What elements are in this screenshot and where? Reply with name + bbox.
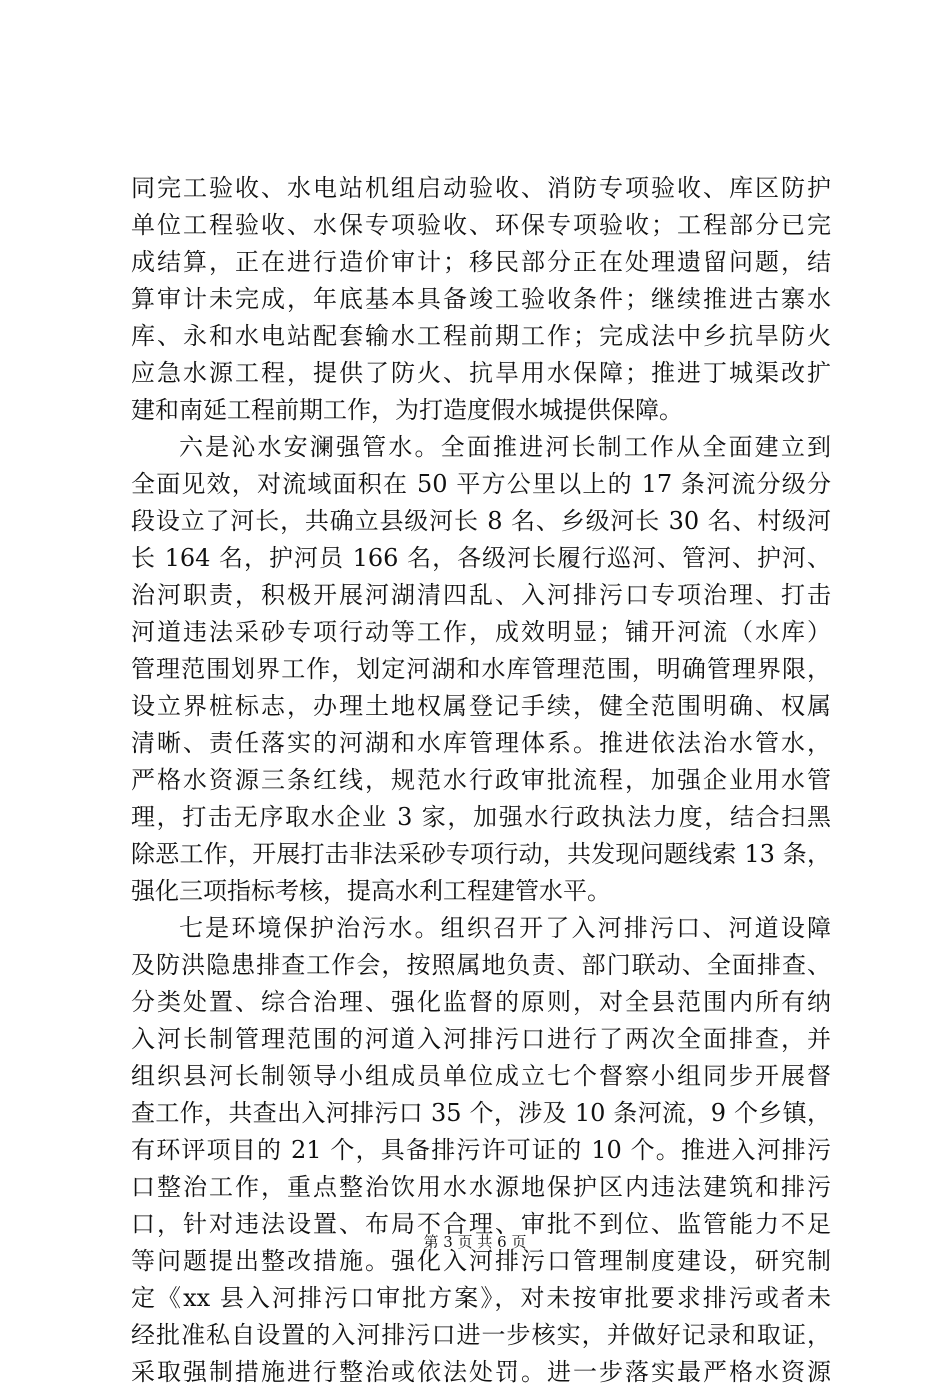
text-line: 有环评项目的 21 个，具备排污许可证的 10 个。推进入河排污 (131, 1136, 831, 1164)
text-line: 定《xx 县入河排污口审批方案》，对未按审批要求排污或者未 (131, 1284, 831, 1312)
text-line: 理，打击无序取水企业 3 家，加强水行政执法力度，结合扫黑 (131, 803, 831, 831)
text-line: 河道违法采砂专项行动等工作，成效明显；铺开河流（水库） (131, 618, 831, 646)
text-line: 口整治工作，重点整治饮用水水源地保护区内违法建筑和排污 (131, 1173, 831, 1201)
page-footer (0, 1232, 950, 1252)
text-line: 段设立了河长，共确立县级河长 8 名、乡级河长 30 名、村级河 (131, 507, 831, 535)
text-line: 治河职责，积极开展河湖清四乱、入河排污口专项治理、打击 (131, 581, 831, 609)
text-line: 口，针对违法设置、布局不合理、审批不到位、监管能力不足 (131, 1210, 831, 1238)
text-line: 强化三项指标考核，提高水利工程建管水平。 (131, 877, 611, 905)
text-line: 管理范围划界工作，划定河湖和水库管理范围，明确管理界限， (131, 655, 831, 683)
text-line: 入河长制管理范围的河道入河排污口进行了两次全面排查，并 (131, 1025, 831, 1053)
text-line: 应急水源工程，提供了防火、抗旱用水保障；推进丁城渠改扩 (131, 359, 831, 387)
text-line: 采取强制措施进行整治或依法处罚。进一步落实最严格水资源 (131, 1358, 831, 1386)
text-line: 及防洪隐患排查工作会，按照属地负责、部门联动、全面排查、 (131, 951, 831, 979)
document-body (131, 170, 831, 1391)
text-line: 单位工程验收、水保专项验收、环保专项验收；工程部分已完 (131, 211, 831, 239)
text-line: 清晰、责任落实的河湖和水库管理体系。推进依法治水管水， (131, 729, 831, 757)
text-line: 库、永和水电站配套输水工程前期工作；完成法中乡抗旱防火 (131, 322, 831, 350)
page-number-label: 第 3 页 共 6 页 (423, 1233, 527, 1251)
paragraph-first-line: 六是沁水安澜强管水。全面推进河长制工作从全面建立到 (179, 433, 831, 461)
text-line: 算审计未完成，年底基本具备竣工验收条件；继续推进古寨水 (131, 285, 831, 313)
text-line: 同完工验收、水电站机组启动验收、消防专项验收、库区防护 (131, 174, 831, 202)
text-line: 等问题提出整改措施。强化入河排污口管理制度建设，研究制 (131, 1247, 831, 1275)
paragraph-first-line: 七是环境保护治污水。组织召开了入河排污口、河道设障 (179, 914, 831, 942)
text-line: 长 164 名，护河员 166 名，各级河长履行巡河、管河、护河、 (131, 544, 831, 572)
text-line: 建和南延工程前期工作，为打造度假水城提供保障。 (131, 396, 683, 424)
text-line: 分类处置、综合治理、强化监督的原则，对全县范围内所有纳 (131, 988, 831, 1016)
text-line: 查工作，共查出入河排污口 35 个，涉及 10 条河流，9 个乡镇， (131, 1099, 831, 1127)
text-line: 设立界桩标志，办理土地权属登记手续，健全范围明确、权属 (131, 692, 831, 720)
text-line: 成结算，正在进行造价审计；移民部分正在处理遗留问题，结 (131, 248, 831, 276)
text-line: 全面见效，对流域面积在 50 平方公里以上的 17 条河流分级分 (131, 470, 831, 498)
text-line: 除恶工作，开展打击非法采砂专项行动，共发现问题线索 13 条， (131, 840, 831, 868)
text-line: 经批准私自设置的入河排污口进一步核实，并做好记录和取证， (131, 1321, 831, 1349)
text-line: 严格水资源三条红线，规范水行政审批流程，加强企业用水管 (131, 766, 831, 794)
text-line: 组织县河长制领导小组成员单位成立七个督察小组同步开展督 (131, 1062, 831, 1090)
